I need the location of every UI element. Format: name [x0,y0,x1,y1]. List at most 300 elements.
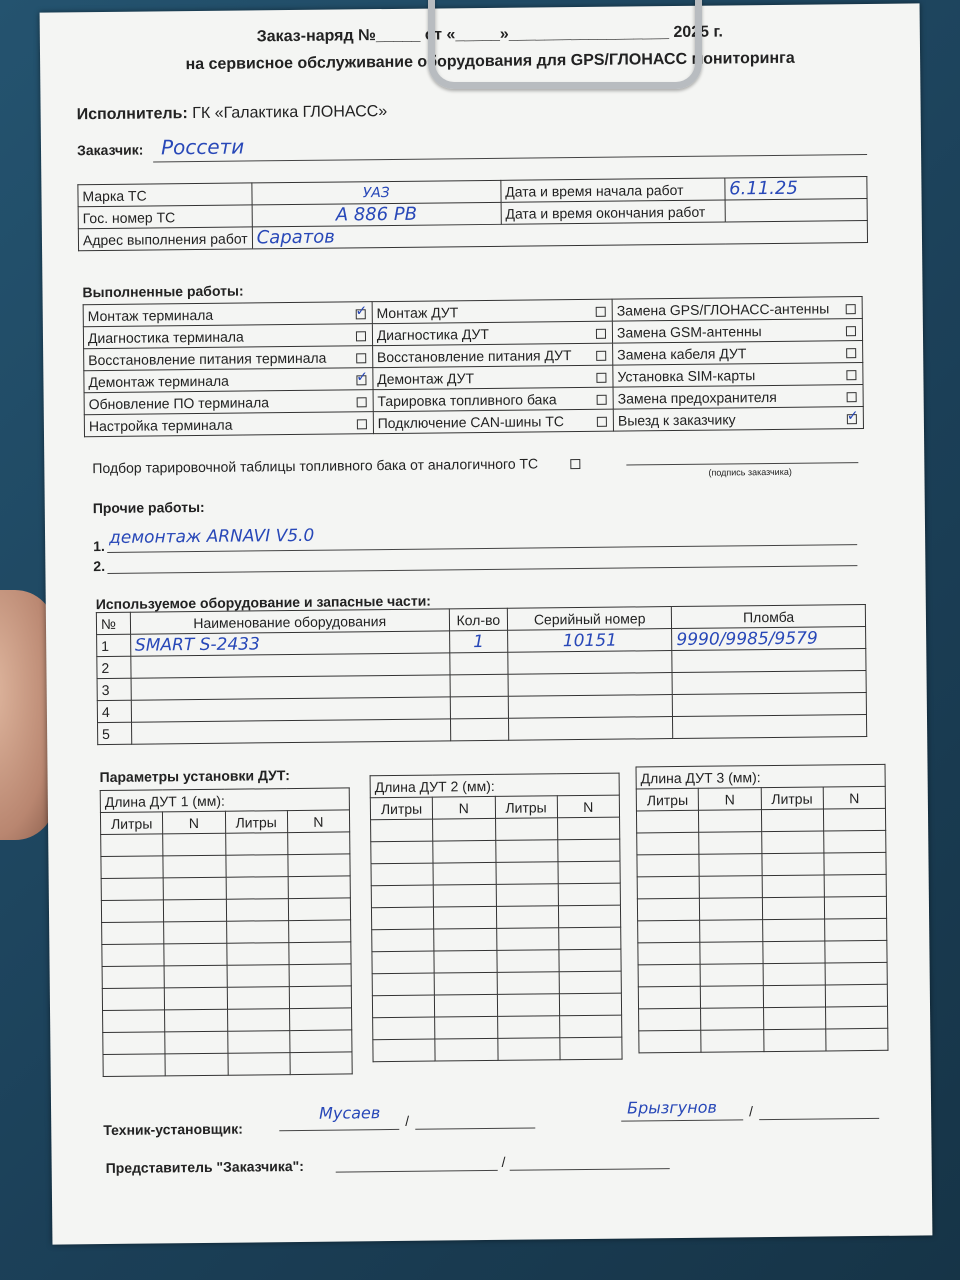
dut-row [372,993,621,1018]
work-item-checkbox[interactable] [596,373,606,383]
dut-cell[interactable] [762,919,824,942]
dut-cell[interactable] [164,943,226,966]
dut-header-row [100,810,349,835]
customer-label: Заказчик: [76,141,144,159]
work-item-checkbox[interactable] [596,307,606,317]
dut-header-cell: Литры [100,812,162,835]
dut-cell[interactable] [497,1038,559,1061]
dut-cell[interactable] [103,1054,165,1077]
dut-cell[interactable] [825,962,887,985]
dut-cell[interactable] [289,1030,351,1053]
dut-cell[interactable] [372,973,434,996]
customer-rep-slash: / [501,1153,506,1170]
work-item-label: Диагностика ДУТ [376,325,489,343]
dut-cell[interactable] [288,920,350,943]
work-item [84,368,373,393]
dut-cell[interactable] [102,988,164,1011]
equipment-cell: 5 [98,722,132,744]
dut-header-cell: Литры [495,796,557,819]
dut-table [635,764,888,1054]
dut-row [638,984,887,1009]
dut-cell[interactable] [557,817,619,840]
dut-row [103,1052,352,1077]
dut-cell[interactable] [638,942,700,965]
work-item [613,385,863,410]
work-item [83,302,372,327]
dut-cell[interactable] [637,832,699,855]
dut-cell[interactable] [101,834,163,857]
dut-cell[interactable] [225,833,287,856]
dut-cell[interactable] [102,944,164,967]
technician-sign-line-2 [621,1119,743,1121]
work-item-checkbox[interactable] [356,331,366,341]
dut-cell[interactable] [761,831,823,854]
dut-header-cell: N [287,810,349,833]
equipment-cell [450,696,509,719]
dut-row [638,940,887,965]
dut-row [372,971,621,996]
dut-cell[interactable] [763,963,825,986]
work-item [613,341,863,366]
dut-cell[interactable] [558,839,620,862]
dut-header-cell: N [823,786,885,809]
dut-row [102,942,351,967]
equipment-cell [131,719,450,744]
dut-header-row [636,786,885,811]
equipment-cell [508,673,672,697]
dut-length-label: Длина ДУТ 1 (мм): [100,788,349,813]
dut-cell[interactable] [164,921,226,944]
work-item-checkbox[interactable] [356,375,366,385]
dut-row [101,898,350,923]
equipment-cell [672,649,866,673]
customer-sign-caption: (подпись заказчика) [708,466,792,478]
dut-row [373,1015,622,1040]
dut-cell[interactable] [433,862,495,885]
dut-cell[interactable] [699,876,761,899]
customer-sign-line [626,462,858,465]
dut-cell[interactable] [762,875,824,898]
dut-cell[interactable] [290,1052,352,1075]
equipment-header-cell: Наименование оборудования [130,609,449,634]
equipment-cell [673,715,867,739]
work-item-checkbox[interactable] [357,419,367,429]
dut-cell[interactable] [289,1008,351,1031]
dut-cell[interactable] [761,853,823,876]
dut-header-cell: Литры [370,797,432,820]
dut-cell[interactable] [433,884,495,907]
equipment-cell [509,717,673,741]
dut-row [638,962,887,987]
dut-cell[interactable] [559,993,621,1016]
dut-length-label: Длина ДУТ 2 (мм): [370,773,619,798]
dut-cell[interactable] [825,984,887,1007]
dut-cell[interactable] [373,1039,435,1062]
dut-cell[interactable] [497,972,559,995]
dut-cell[interactable] [761,809,823,832]
dut-cell[interactable] [101,878,163,901]
address-label: Адрес выполнения работ [78,227,252,251]
dut-header-cell: N [433,796,495,819]
equipment-cell [672,671,866,695]
dut-cell[interactable] [101,900,163,923]
dut-label-row [370,773,619,798]
dut-row [101,854,350,879]
customer-rep-name-line [510,1168,670,1171]
dut-cell[interactable] [287,832,349,855]
dut-cell[interactable] [433,840,495,863]
work-item-label: Тарировка топливного бака [377,390,557,409]
work-item [372,299,612,324]
dut-cell[interactable] [164,899,226,922]
title-line-2: на сервисное обслуживание оборудования для GPS/ГЛОНАСС мониторинга [185,49,795,74]
equipment-title: Используемое оборудование и запасные части: [95,592,432,613]
dut-cell[interactable] [227,1009,289,1032]
dut-cell[interactable] [558,927,620,950]
dut-row [637,874,886,899]
work-item-checkbox[interactable] [847,392,857,402]
dut-cell[interactable] [102,966,164,989]
equipment-cell [450,652,509,675]
dut-cell[interactable] [559,971,621,994]
dut-length-label: Длина ДУТ 3 (мм): [636,764,885,789]
dut-cell[interactable] [227,965,289,988]
dut-row [102,920,351,945]
dut-cell[interactable] [101,856,163,879]
works-title: Выполненные работы: [82,282,244,301]
dut-cell[interactable] [825,1006,887,1029]
dut-cell[interactable] [558,861,620,884]
dut-cell[interactable] [165,987,227,1010]
dut-cell[interactable] [700,942,762,965]
work-item-label: Замена кабеля ДУТ [617,344,747,363]
work-item [373,387,613,412]
dut-cell[interactable] [289,986,351,1009]
dut-cell[interactable] [824,918,886,941]
dut-row [103,1030,352,1055]
tank-table-row [92,455,580,476]
plate-label: Гос. номер ТС [78,205,252,229]
work-item-label: Монтаж терминала [87,306,214,324]
technician-slash-2: / [749,1103,754,1120]
dut-cell[interactable] [639,1030,701,1053]
dut-cell[interactable] [637,876,699,899]
dut-cell[interactable] [495,818,557,841]
dut-cell[interactable] [638,964,700,987]
dut-label-row [636,764,885,789]
dut-cell[interactable] [559,949,621,972]
dut-cell[interactable] [558,905,620,928]
brand-value: УАЗ [252,180,501,205]
dut-cell[interactable] [371,885,433,908]
dut-cell[interactable] [495,862,557,885]
work-item-label: Восстановление питания терминала [88,349,327,368]
technician-signature-2: Брызгунов [626,1097,717,1118]
work-item [373,409,613,434]
dut-cell[interactable] [824,896,886,919]
work-item-checkbox[interactable] [847,414,857,424]
dut-row [638,918,887,943]
other-item-2-line [107,565,857,574]
end-label: Дата и время окончания работ [501,200,725,224]
dut-label-row [100,788,349,813]
work-item [612,297,862,322]
dut-cell[interactable] [701,986,763,1009]
dut-cell[interactable] [823,830,885,853]
technician-sign-line-1 [279,1129,399,1131]
dut-cell[interactable] [372,995,434,1018]
works-table [83,296,864,437]
dut-cell[interactable] [371,819,433,842]
equipment-header-cell: Серийный номер [507,607,671,631]
dut-cell[interactable] [371,841,433,864]
dut-cell[interactable] [289,942,351,965]
dut-cell[interactable] [434,928,496,951]
tank-table-checkbox[interactable] [570,459,580,469]
vehicle-table [77,176,868,251]
dut-cell[interactable] [699,854,761,877]
dut-cell[interactable] [227,987,289,1010]
other-works-title: Прочие работы: [92,498,205,517]
dut-header-cell: N [163,811,225,834]
dut-cell[interactable] [701,1008,763,1031]
dut-header-cell: N [557,795,619,818]
equipment-header-cell: Пломба [672,605,866,629]
dut-row [371,905,620,930]
dut-cell[interactable] [433,818,495,841]
dut-cell[interactable] [826,1028,888,1051]
equipment-cell: 10151 [508,629,672,653]
work-item-checkbox[interactable] [846,304,856,314]
dut-cell[interactable] [496,950,558,973]
other-item-2-num: 2. [93,557,106,575]
dut-cell[interactable] [638,986,700,1009]
dut-cell[interactable] [163,877,225,900]
dut-cell[interactable] [763,1029,825,1052]
work-item-checkbox[interactable] [597,417,607,427]
equipment-table [96,604,867,745]
equipment-cell: SMART S-2433 [130,631,449,656]
work-item-checkbox[interactable] [356,397,366,407]
dut-cell[interactable] [372,951,434,974]
work-item-label: Восстановление питания ДУТ [376,346,572,365]
dut-cell[interactable] [699,832,761,855]
work-item-label: Замена предохранителя [617,388,777,407]
dut-cell[interactable] [699,810,761,833]
dut-cell[interactable] [637,854,699,877]
equipment-header-cell: № [96,612,130,634]
tank-table-label: Подбор тарировочной таблицы топливного бака от аналогичного ТС [92,455,539,477]
dut-cell[interactable] [165,1053,227,1076]
dut-cell[interactable] [372,929,434,952]
brand-label: Марка ТС [78,183,252,207]
work-item-checkbox[interactable] [846,348,856,358]
dut-cell[interactable] [496,928,558,951]
equipment-header-cell: Кол-во [449,608,508,631]
dut-row [637,852,886,877]
dut-cell[interactable] [763,1007,825,1030]
work-item-checkbox[interactable] [846,326,856,336]
work-item-checkbox[interactable] [356,353,366,363]
dut-cell[interactable] [165,1009,227,1032]
dut-cell[interactable] [226,943,288,966]
dut-cell[interactable] [824,852,886,875]
dut-cell[interactable] [824,874,886,897]
work-item [84,346,373,371]
dut-cell[interactable] [103,1032,165,1055]
technician-name-line-2 [759,1118,879,1120]
work-item-checkbox[interactable] [597,395,607,405]
equipment-cell: 1 [449,630,508,653]
title-line-1: Заказ-наряд №_____ от «_____»__________________ 2025 г. [256,23,724,46]
dut-cell[interactable] [823,808,885,831]
dut-header-cell: Литры [636,788,698,811]
work-item [372,343,612,368]
equipment-cell [673,693,867,717]
dut-cell[interactable] [762,941,824,964]
dut-cell[interactable] [289,964,351,987]
dut-row [636,808,885,833]
work-item-checkbox[interactable] [846,370,856,380]
dut-cell[interactable] [434,906,496,929]
work-item [84,412,373,437]
dut-cell[interactable] [163,855,225,878]
work-item-label: Настройка терминала [88,416,233,434]
work-item [612,319,862,344]
equipment-cell [450,674,509,697]
dut-cell[interactable] [164,965,226,988]
dut-cell[interactable] [496,884,558,907]
equipment-cell: 2 [97,656,131,678]
dut-cell[interactable] [288,854,350,877]
dut-cell[interactable] [497,994,559,1017]
work-item-label: Подключение CAN-шины ТС [377,412,565,431]
work-item-checkbox[interactable] [355,309,365,319]
equipment-cell: 3 [97,678,131,700]
work-item [83,324,372,349]
dut-cell[interactable] [435,1038,497,1061]
equipment-cell: 9990/9985/9579 [672,627,866,651]
dut-cell[interactable] [373,1017,435,1040]
address-value: Саратов [252,220,867,248]
dut-cell[interactable] [288,876,350,899]
dut-row [101,832,350,857]
dut-cell[interactable] [163,833,225,856]
work-item-checkbox[interactable] [596,329,606,339]
dut-row [102,964,351,989]
dut-cell[interactable] [226,877,288,900]
dut-row [103,1008,352,1033]
dut-cell[interactable] [288,898,350,921]
work-item-label: Замена GSM-антенны [616,322,762,341]
dut-row [371,883,620,908]
start-value: 6.11.25 [725,176,868,199]
dut-cell[interactable] [700,898,762,921]
dut-cell[interactable] [495,840,557,863]
work-item-label: Демонтаж терминала [88,372,229,390]
work-item [613,363,863,388]
dut-row [371,839,620,864]
work-item-label: Монтаж ДУТ [376,303,459,321]
dut-cell[interactable] [762,897,824,920]
work-item [84,390,373,415]
customer-rep-sign-line [336,1170,498,1173]
customer-rep-label: Представитель "Заказчика": [105,1157,304,1177]
work-item [372,321,612,346]
dut-cell[interactable] [497,1016,559,1039]
equipment-cell [450,718,509,741]
dut-cell[interactable] [700,964,762,987]
dut-cell[interactable] [560,1037,622,1060]
dut-cell[interactable] [435,1016,497,1039]
work-order-sheet [40,3,933,1244]
dut-row [371,861,620,886]
work-item-label: Установка SIM-карты [617,366,756,385]
dut-cell[interactable] [559,1015,621,1038]
work-item-label: Выезд к заказчику [617,410,736,429]
dut-cell[interactable] [639,1008,701,1031]
work-item-label: Замена GPS/ГЛОНАСС-антенны [616,299,830,319]
technician-name-line-1 [415,1128,535,1130]
customer-value: Россети [160,134,245,160]
dut-cell[interactable] [103,1010,165,1033]
dut-table [100,787,353,1077]
dut-cell[interactable] [225,855,287,878]
dut-cell[interactable] [558,883,620,906]
dut-cell[interactable] [638,920,700,943]
dut-cell[interactable] [701,1030,763,1053]
dut-cell[interactable] [496,906,558,929]
dut-cell[interactable] [637,898,699,921]
dut-cell[interactable] [102,922,164,945]
technician-signature-1: Мусаев [319,1103,381,1123]
dut-cell[interactable] [434,950,496,973]
dut-cell[interactable] [227,1053,289,1076]
customer-line [153,154,867,162]
dut-cell[interactable] [371,907,433,930]
work-item [373,365,613,390]
dut-table [370,773,623,1063]
dut-row [373,1037,622,1062]
executor-value: ГК «Галактика ГЛОНАСС» [192,103,388,123]
dut-cell[interactable] [700,920,762,943]
dut-header-row [370,795,619,820]
other-item-1-num: 1. [93,537,105,555]
dut-cell[interactable] [226,921,288,944]
work-item-label: Обновление ПО терминала [88,393,270,412]
work-item-checkbox[interactable] [596,351,606,361]
equipment-cell [508,651,672,675]
dut-row [102,986,351,1011]
dut-cell[interactable] [227,1031,289,1054]
dut-cell[interactable] [763,985,825,1008]
technician-label: Техник-установщик: [103,1120,243,1139]
dut-cell[interactable] [165,1031,227,1054]
dut-header-cell: Литры [761,787,823,810]
dut-cell[interactable] [825,940,887,963]
dut-cell[interactable] [371,863,433,886]
dut-cell[interactable] [435,994,497,1017]
dut-cell[interactable] [226,899,288,922]
start-label: Дата и время начала работ [501,178,725,202]
clipboard-clip [428,0,702,89]
dut-cell[interactable] [434,972,496,995]
dut-cell[interactable] [636,810,698,833]
dut-row [637,830,886,855]
dut-header-cell: N [698,788,760,811]
other-item-1-value: демонтаж ARNAVI V5.0 [108,525,315,548]
dut-row [372,949,621,974]
